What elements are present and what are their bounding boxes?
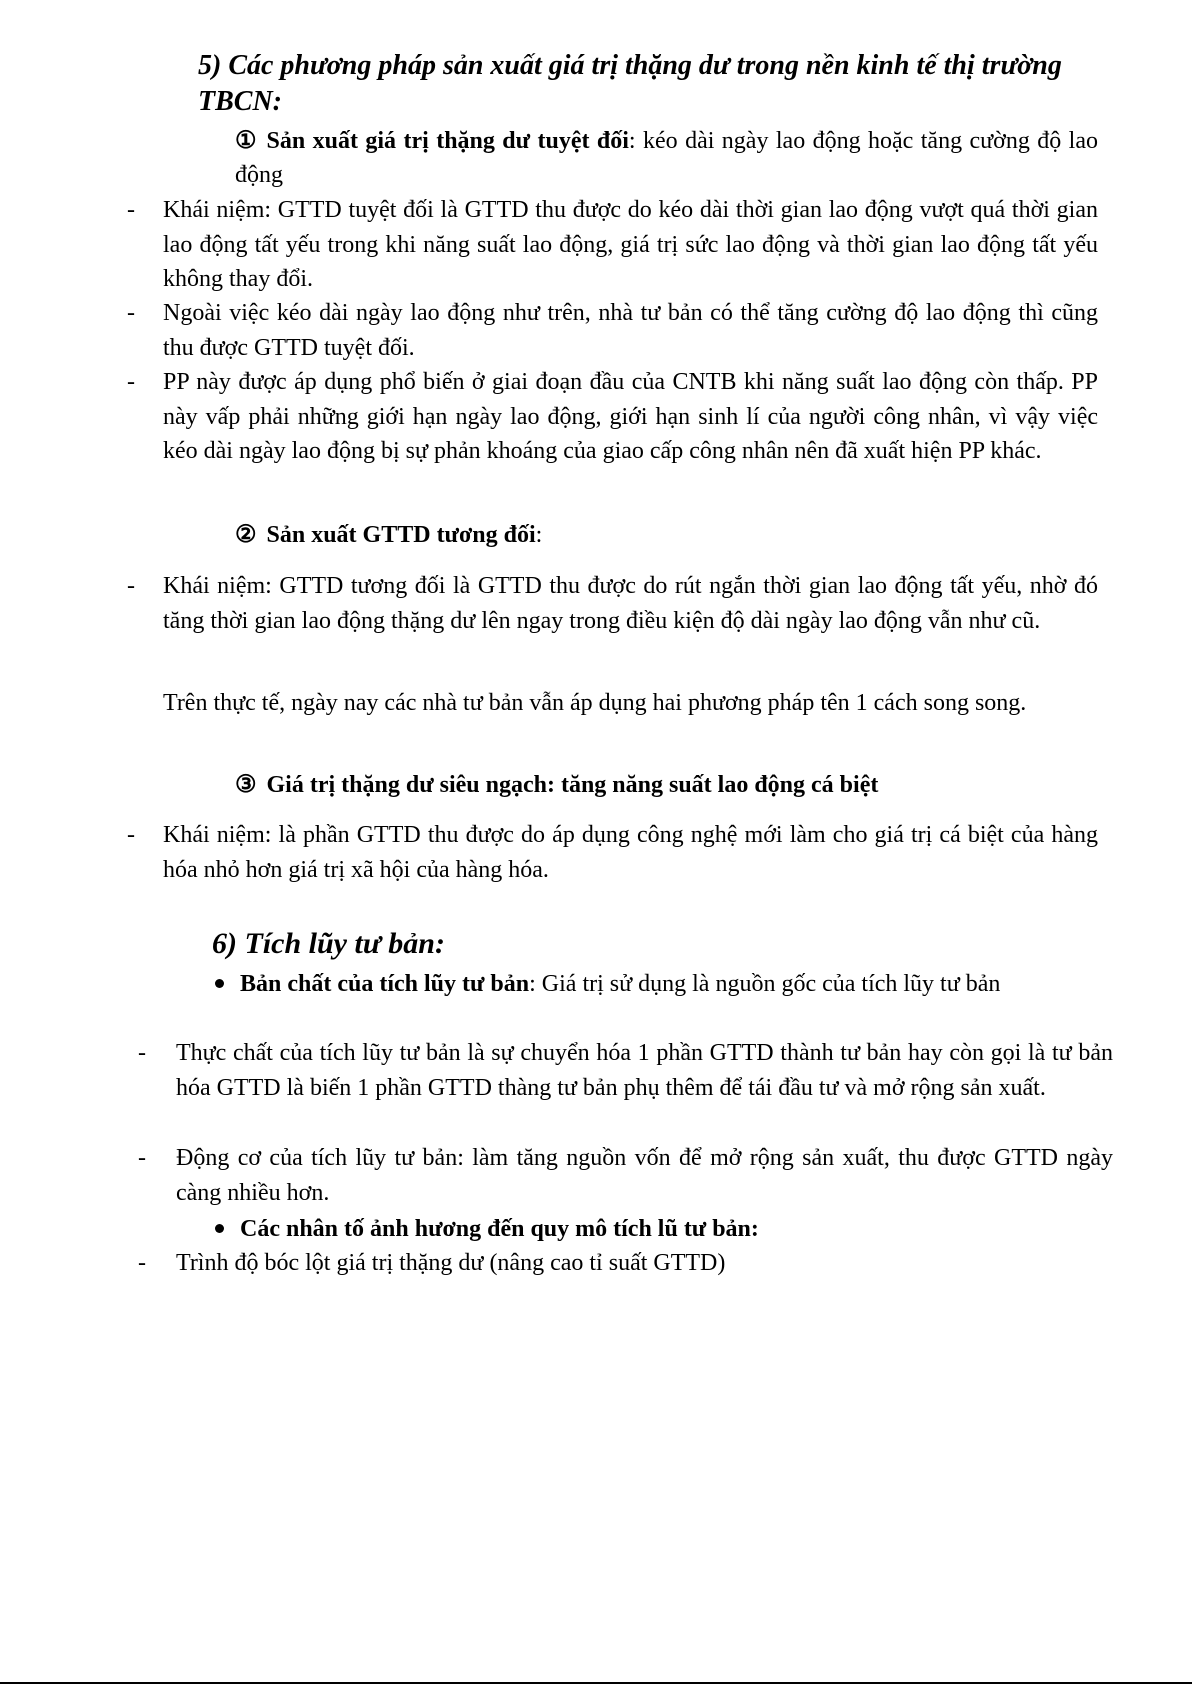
dash-marker: - [127, 300, 135, 326]
circled-three-marker: ③ [235, 772, 257, 798]
list-item: Trình độ bóc lột giá trị thặng dư (nâng cao tỉ suất GTTD) [176, 1250, 726, 1276]
bullet-1-rest: : Giá trị sử dụng là nguồn gốc của tích lũy tư bản [529, 971, 1001, 997]
page-bottom-rule [0, 1682, 1192, 1684]
list-item: Khái niệm: GTTD tương đối là GTTD thu được do rút ngắn thời gian lao động tất yếu, nhờ đó tăng thời gian lao động thặng dư lên ngay trong điều kiện độ dài ngày lao động vẫn như cũ. [163, 573, 1098, 634]
circled-one-marker: ① [235, 128, 257, 154]
dash-marker: - [127, 369, 135, 395]
subsection-2-rest: : [535, 522, 543, 548]
circled-two-marker: ② [235, 522, 257, 548]
bullet-1-heading [215, 967, 1147, 1001]
dash-marker: - [127, 822, 135, 848]
bullet-2-heading [215, 1212, 1113, 1246]
dash-marker: - [138, 1145, 146, 1171]
section-5-title: 5) Các phương pháp sản xuất giá trị thặng dư trong nền kinh tế thị trường TBCN: [198, 50, 1062, 117]
subsection-2-bold: Sản xuất GTTD tương đối [266, 522, 536, 548]
subsection-2-heading [235, 518, 1098, 552]
dash-marker: - [138, 1040, 146, 1066]
list-item: Thực chất của tích lũy tư bản là sự chuyển hóa 1 phần GTTD thành tư bản hay còn gọi là tư bản hóa GTTD là biến 1 phần GTTD thàng tư bản phụ thêm để tái đầu tư và mở rộng sản xuất. [176, 1040, 1113, 1101]
list-item: Ngoài việc kéo dài ngày lao động như trên, nhà tư bản có thể tăng cường độ lao động thì cũng thu được GTTD tuyệt đối. [163, 300, 1098, 361]
bullet-1-bold: Bản chất của tích lũy tư bản [240, 971, 530, 997]
subsection-1-rest: : kéo dài ngày lao động hoặc tăng cường độ lao động [235, 128, 1098, 188]
bullet-2-bold: Các nhân tố ảnh hương đến quy mô tích lũ tư bản: [240, 1216, 759, 1242]
dash-marker: - [127, 197, 135, 223]
bullet-dot-icon [215, 979, 224, 988]
bullet-dot-icon [215, 1224, 224, 1233]
subsection-3-bold: Giá trị thặng dư siêu ngạch: tăng năng suất lao động cá biệt [266, 772, 879, 798]
list-item: Động cơ của tích lũy tư bản: làm tăng nguồn vốn để mở rộng sản xuất, thu được GTTD ngày càng nhiều hơn. [176, 1145, 1113, 1206]
subsection-3-heading [235, 768, 1098, 802]
subsection-1-heading [235, 124, 1098, 192]
list-item: Khái niệm: là phần GTTD thu được do áp dụng công nghệ mới làm cho giá trị cá biệt của hàng hóa nhỏ hơn giá trị xã hội của hàng hóa. [163, 822, 1098, 883]
section-6-title: 6) Tích lũy tư bản: [212, 927, 445, 960]
note-paragraph: Trên thực tế, ngày nay các nhà tư bản vẫn áp dụng hai phương pháp tên 1 cách song song. [163, 690, 1027, 716]
dash-marker: - [127, 573, 135, 599]
subsection-1-bold: Sản xuất giá trị thặng dư tuyệt đối [266, 128, 629, 154]
dash-marker: - [138, 1250, 146, 1276]
list-item: PP này được áp dụng phổ biến ở giai đoạn đầu của CNTB khi năng suất lao động còn thấp. PP này vấp phải những giới hạn ngày lao động, giới hạn sinh lí của người công nhân, vì vậy việc kéo dài ngày lao động bị sự phản khoáng của giao cấp công nhân nên đã xuất hiện PP khác. [163, 369, 1098, 464]
list-item: Khái niệm: GTTD tuyệt đối là GTTD thu được do kéo dài thời gian lao động vượt quá thời gian lao động tất yếu trong khi năng suất lao động, giá trị sức lao động và thời gian lao động tất yếu không thay đổi. [163, 197, 1098, 292]
